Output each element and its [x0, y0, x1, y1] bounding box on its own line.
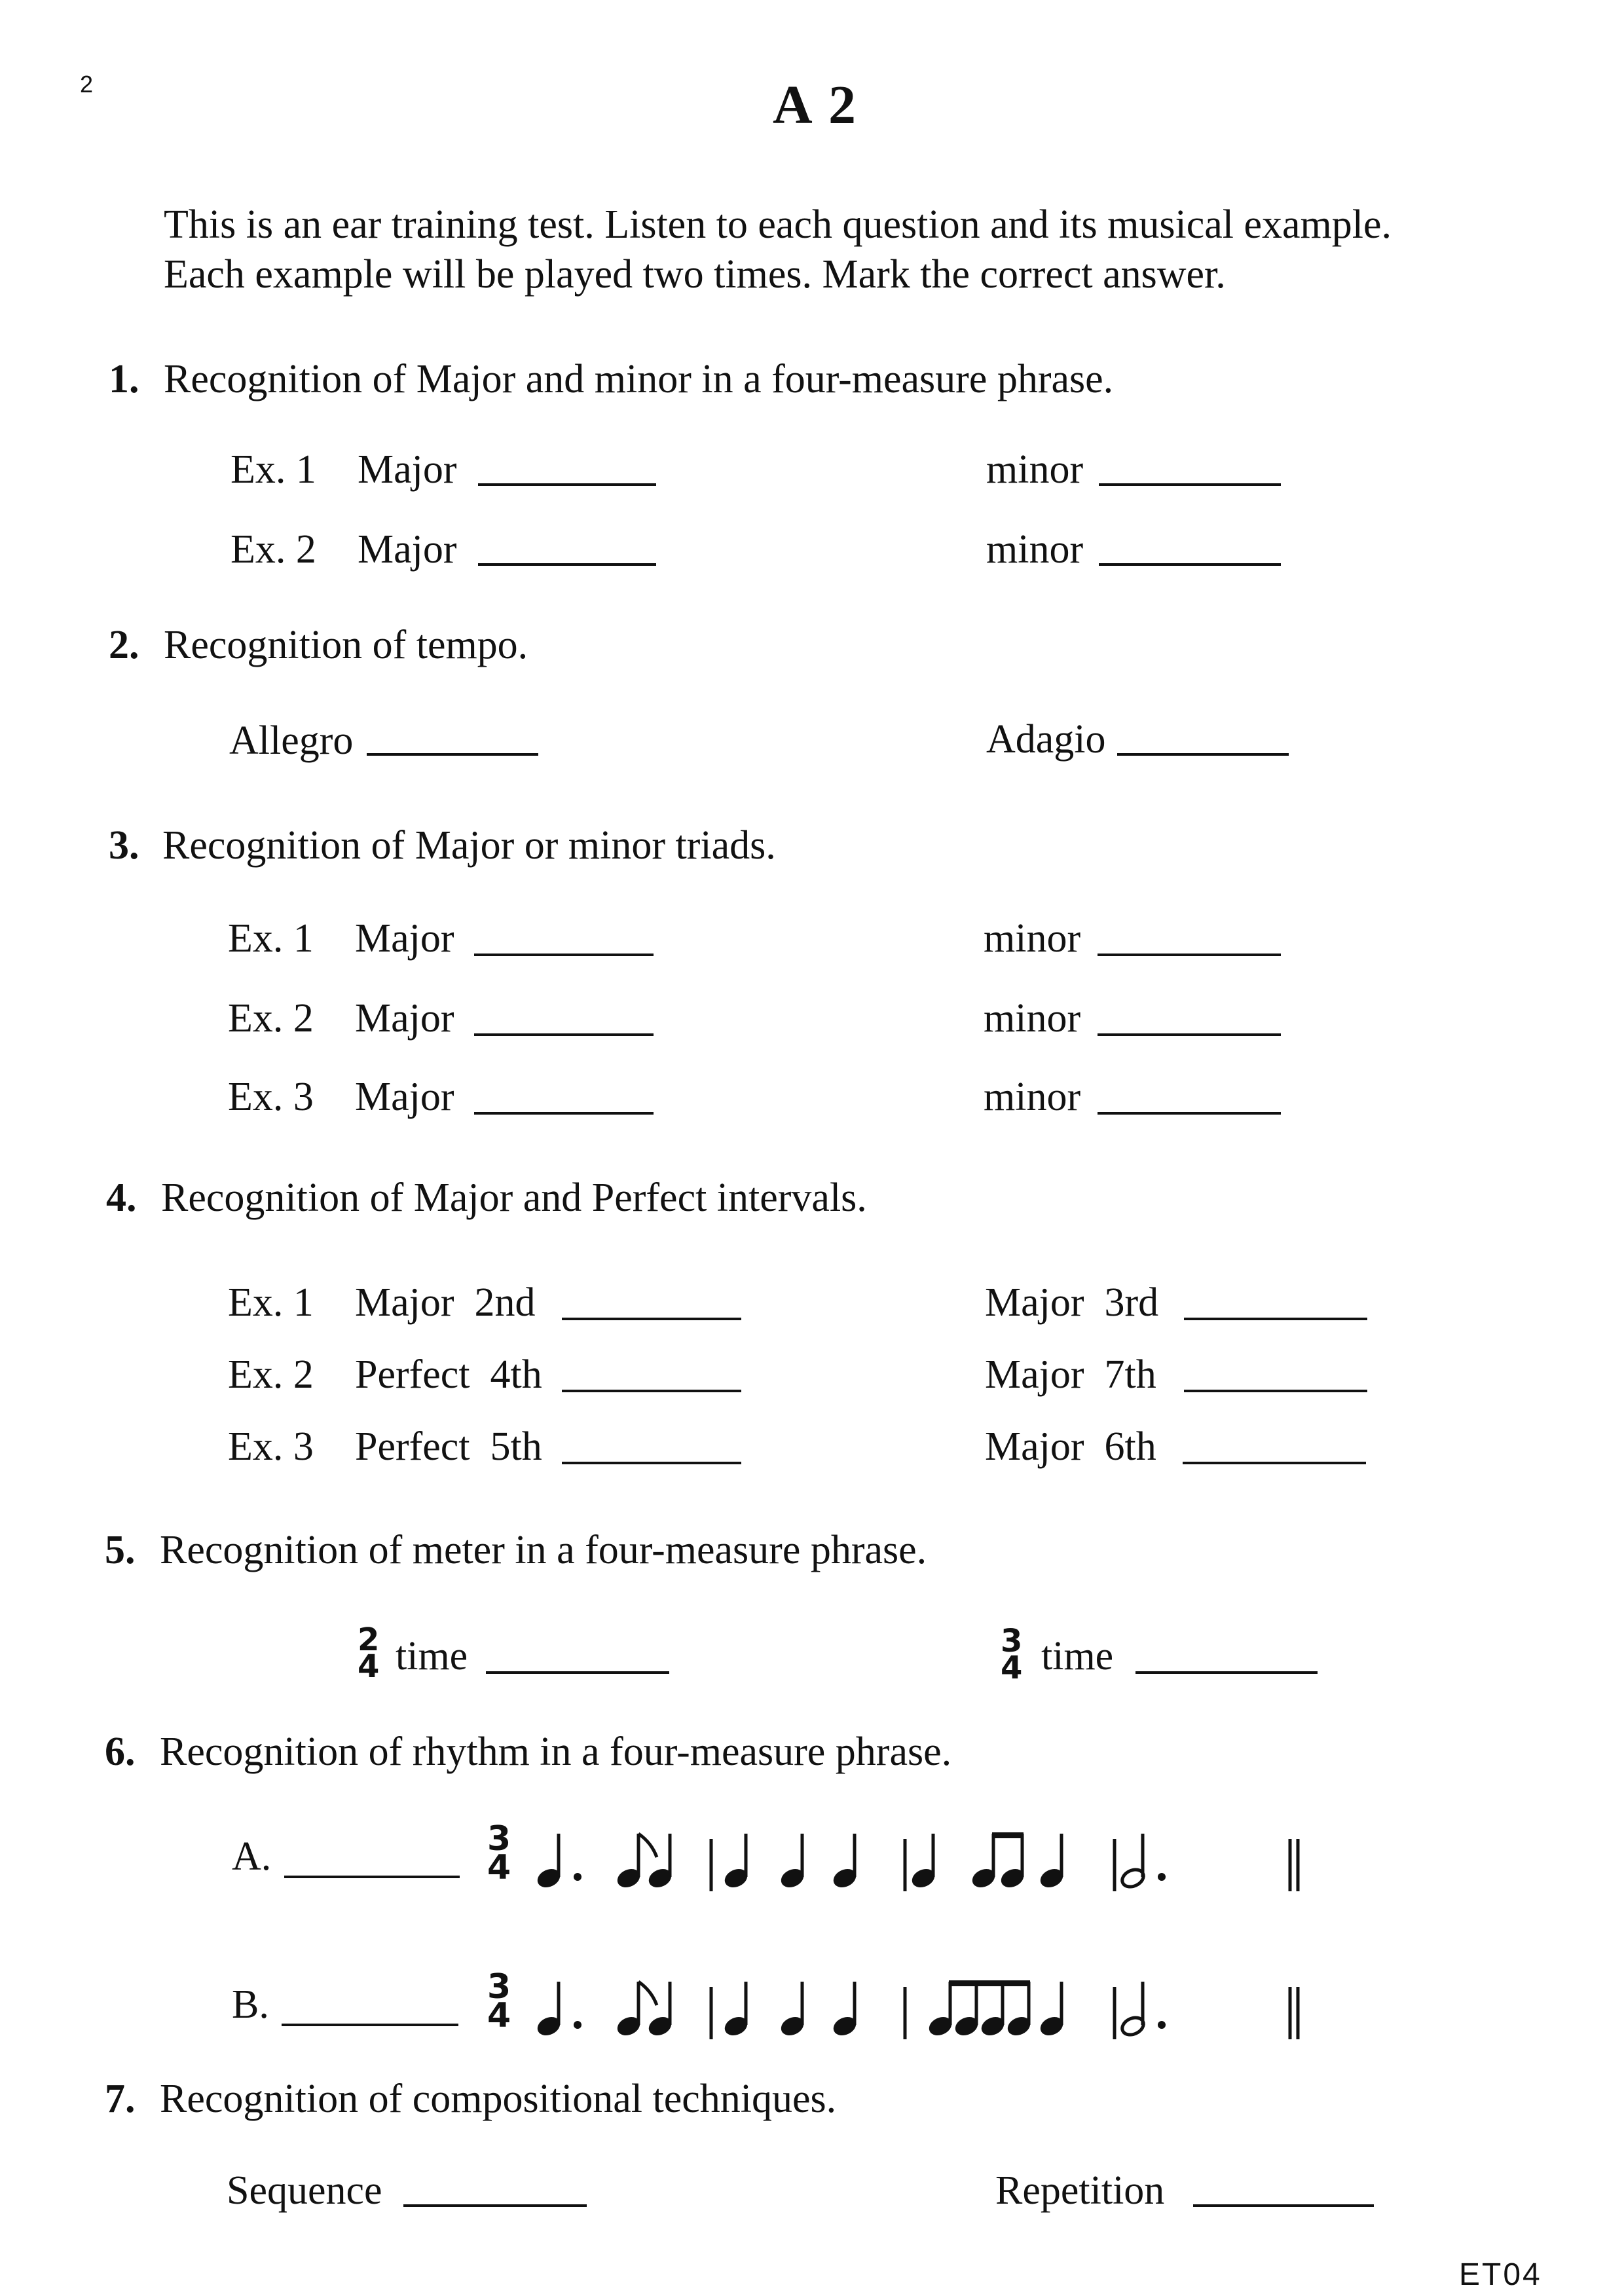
q6-b-ts-top: 3: [487, 1967, 511, 2007]
question-1-text: Recognition of Major and minor in a four-measure phrase.: [164, 357, 1114, 401]
q4-ex2-label: Ex. 2: [228, 1352, 314, 1397]
intro-line-1: This is an ear training test. Listen to each question and its musical example.: [164, 202, 1392, 247]
q5-a-ts-top: 2: [358, 1621, 380, 1658]
note-head: [778, 2014, 807, 2039]
q3-ex3-label: Ex. 3: [228, 1075, 314, 1119]
q1-ex1-major-blank[interactable]: [478, 483, 656, 486]
note-head: [534, 1866, 563, 1891]
q2-adagio-blank[interactable]: [1117, 753, 1289, 756]
q1-ex1-minor-blank[interactable]: [1099, 483, 1281, 486]
q5-two-four-blank[interactable]: [486, 1671, 669, 1674]
q4-ex2-a-blank[interactable]: [562, 1390, 741, 1392]
note-head: [926, 2014, 955, 2039]
question-5-number: 5.: [105, 1528, 136, 1572]
q3-ex2-option-major: Major: [355, 996, 454, 1041]
footer-code: ET04: [1459, 2257, 1542, 2292]
q1-ex2-option-minor: minor: [986, 527, 1084, 572]
q3-ex3-minor-blank[interactable]: [1098, 1112, 1281, 1115]
q1-ex1-option-minor: minor: [986, 447, 1084, 492]
note-head: [830, 1866, 859, 1891]
q4-ex3-a-blank[interactable]: [562, 1462, 741, 1464]
q6-option-b-blank[interactable]: [282, 2024, 458, 2026]
note-head: [978, 2014, 1007, 2039]
q3-ex2-minor-blank[interactable]: [1098, 1033, 1281, 1036]
question-4-text: Recognition of Major and Perfect intervals.: [161, 1176, 867, 1220]
question-4-number: 4.: [106, 1176, 137, 1220]
page-title: A 2: [773, 75, 859, 136]
note-beam: [949, 1980, 1030, 1986]
q3-ex1-option-minor: minor: [984, 916, 1081, 961]
note-head: [998, 1866, 1027, 1891]
q5-three-four-time-signature: [1001, 1623, 1023, 1686]
note-head: [1005, 2014, 1033, 2039]
note-dot: [1158, 1873, 1166, 1881]
q3-ex3-option-major: Major: [355, 1075, 454, 1119]
q3-ex2-option-minor: minor: [984, 996, 1081, 1041]
q1-ex2-label: Ex. 2: [231, 527, 316, 572]
q6-a-ts-bottom: 4: [487, 1848, 511, 1888]
note-head: [646, 1866, 674, 1891]
note-head-hollow: [1120, 2014, 1147, 2038]
note-head: [722, 1866, 750, 1891]
note-dot: [1158, 2021, 1166, 2029]
note-head: [778, 1866, 807, 1891]
q7-repetition-blank[interactable]: [1193, 2204, 1374, 2207]
q6-a-ts-top: 3: [487, 1819, 511, 1859]
question-2-number: 2.: [109, 623, 139, 667]
question-5-text: Recognition of meter in a four-measure phrase.: [160, 1528, 927, 1572]
note-head: [614, 1866, 643, 1891]
q6-a-time-signature: [487, 1819, 511, 1888]
q3-ex3-option-minor: minor: [984, 1075, 1081, 1119]
intro-line-2: Each example will be played two times. Mark the correct answer.: [164, 252, 1226, 297]
question-6-text: Recognition of rhythm in a four-measure phrase.: [160, 1730, 952, 1774]
q1-ex2-major-blank[interactable]: [478, 563, 656, 566]
q3-ex2-major-blank[interactable]: [474, 1033, 654, 1036]
q4-ex1-a-blank[interactable]: [562, 1318, 741, 1320]
note-dot: [574, 2021, 581, 2029]
note-head: [909, 1866, 938, 1891]
note-head: [722, 2014, 750, 2039]
note-head: [614, 2014, 643, 2039]
note-flag: [638, 1982, 657, 2005]
question-7-number: 7.: [105, 2077, 136, 2121]
q6-option-a-blank[interactable]: [284, 1876, 460, 1878]
q4-ex3-option-perfect-5th: Perfect 5th: [355, 1424, 542, 1469]
q3-ex1-minor-blank[interactable]: [1098, 954, 1281, 956]
q4-ex3-b-blank[interactable]: [1183, 1462, 1366, 1464]
q4-ex3-label: Ex. 3: [228, 1424, 314, 1469]
question-6-number: 6.: [105, 1730, 136, 1774]
note-head: [952, 2014, 981, 2039]
q1-ex2-minor-blank[interactable]: [1099, 563, 1281, 566]
note-head: [534, 2014, 563, 2039]
q4-ex1-label: Ex. 1: [228, 1280, 314, 1325]
q4-ex2-option-perfect-4th: Perfect 4th: [355, 1352, 542, 1397]
q4-ex2-option-major-7th: Major 7th: [985, 1352, 1156, 1397]
q1-ex1-option-major: Major: [358, 447, 457, 492]
q3-ex3-major-blank[interactable]: [474, 1112, 654, 1115]
q3-ex1-label: Ex. 1: [228, 916, 314, 961]
note-beam: [992, 1832, 1024, 1838]
note-flag: [638, 1834, 657, 1857]
note-head: [830, 2014, 859, 2039]
question-2-text: Recognition of tempo.: [164, 623, 528, 667]
q7-option-sequence: Sequence: [227, 2168, 382, 2213]
question-3-text: Recognition of Major or minor triads.: [162, 823, 776, 868]
q1-ex2-option-major: Major: [358, 527, 457, 572]
q5-option-two-four-label: time: [396, 1634, 468, 1678]
q6-b-ts-bottom: 4: [487, 1996, 511, 2036]
q3-ex2-label: Ex. 2: [228, 996, 314, 1041]
q6-b-time-signature: [487, 1967, 511, 2036]
q6-option-b-label: B.: [232, 1982, 269, 2027]
note-head: [1037, 1866, 1066, 1891]
question-7-text: Recognition of compositional techniques.: [160, 2077, 837, 2121]
q6-option-a-label: A.: [232, 1834, 272, 1879]
q4-ex3-option-major-6th: Major 6th: [985, 1424, 1156, 1469]
note-dot: [574, 1873, 581, 1881]
q4-ex1-option-major-2nd: Major 2nd: [355, 1280, 536, 1325]
q2-option-adagio: Adagio: [986, 717, 1106, 762]
q5-two-four-time-signature: [358, 1621, 380, 1685]
q2-allegro-blank[interactable]: [367, 753, 538, 756]
q1-ex1-label: Ex. 1: [231, 447, 316, 492]
q7-sequence-blank[interactable]: [403, 2204, 587, 2207]
q5-option-three-four-label: time: [1041, 1634, 1114, 1678]
note-head: [969, 1866, 998, 1891]
q7-option-repetition: Repetition: [995, 2168, 1165, 2213]
q5-three-four-blank[interactable]: [1135, 1671, 1318, 1674]
q3-ex1-option-major: Major: [355, 916, 454, 961]
q3-ex1-major-blank[interactable]: [474, 954, 654, 956]
q5-a-ts-bottom: 4: [358, 1648, 380, 1685]
q4-ex2-b-blank[interactable]: [1184, 1390, 1367, 1392]
q4-ex1-b-blank[interactable]: [1184, 1318, 1367, 1320]
note-head: [1037, 2014, 1066, 2039]
question-1-number: 1.: [109, 357, 139, 401]
note-head-hollow: [1120, 1866, 1147, 1890]
q5-b-ts-bottom: 4: [1001, 1649, 1023, 1686]
question-3-number: 3.: [109, 823, 139, 868]
page-number: 2: [80, 71, 94, 98]
note-head: [646, 2014, 674, 2039]
q4-ex1-option-major-3rd: Major 3rd: [985, 1280, 1159, 1325]
q5-b-ts-top: 3: [1001, 1623, 1023, 1659]
q2-option-allegro: Allegro: [229, 718, 354, 763]
